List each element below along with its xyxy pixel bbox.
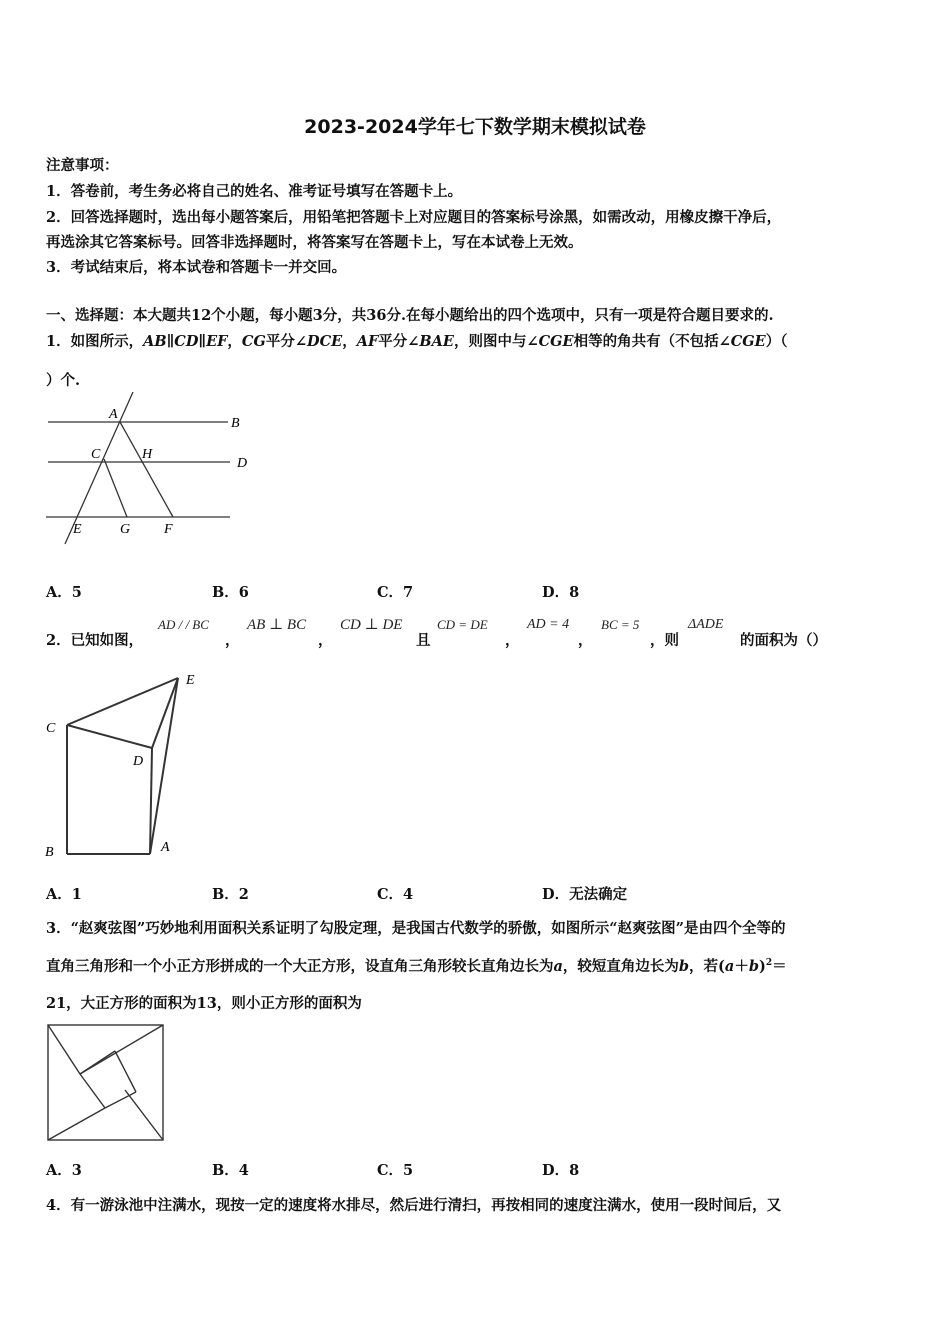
question-3-text: 3．“赵爽弦图”巧妙地利用面积关系证明了勾股定理，是我国古代数学的骄傲，如图所示“赵爽弦图”是由四个全等的 (46, 920, 786, 937)
option: A．3 (46, 1162, 82, 1179)
option: B．2 (212, 886, 249, 903)
zhao-shuang-figure (46, 1023, 166, 1143)
label-E: E (73, 522, 82, 537)
math-ad-eq-4: AD = 4 (527, 617, 570, 632)
label-B: B (45, 845, 54, 860)
math-ab-perp-bc: AB ⊥ BC (247, 617, 307, 633)
option: D．8 (542, 1162, 580, 1179)
question-1-text-cont: ）个. (46, 372, 81, 389)
then-word: ，则 (650, 632, 679, 649)
option: D．8 (542, 584, 580, 601)
math-triangle-ade: ΔADE (688, 617, 724, 632)
notice-item: 3．考试结束后，将本试卷和答题卡一并交回。 (46, 259, 347, 276)
option: B．6 (212, 584, 249, 601)
comma: ， (225, 632, 240, 649)
question-4-text: 4．有一游泳池中注满水，现按一定的速度将水排尽，然后进行清扫，再按相同的速度注满水，使用一段时间后，又 (46, 1197, 782, 1214)
label-A: A (109, 407, 118, 422)
option: C．4 (377, 886, 414, 903)
math-cd-perp-de: CD ⊥ DE (340, 617, 403, 633)
notice-heading: 注意事项： (46, 157, 119, 174)
option: A．1 (46, 886, 82, 903)
label-E: E (186, 673, 195, 688)
notice-item: 再选涂其它答案标号。回答非选择题时，将答案写在答题卡上，写在本试卷上无效。 (46, 234, 583, 251)
comma: ， (505, 632, 520, 649)
and-word: 且 (416, 632, 431, 649)
comma: ， (578, 632, 593, 649)
question-3-text-cont: 直角三角形和一个小正方形拼成的一个大正方形，设直角三角形较长直角边长为a，较短直角边长为b，若$(a+b)^2=$ (46, 958, 787, 975)
option: D．无法确定 (542, 886, 628, 903)
label-F: F (164, 522, 173, 537)
question-1-text: 1．如图所示，AB∥CD∥EF，CG平分∠DCE，AF平分∠BAE，则图中与∠CGE相等的角共有（不包括∠CGE）（ (46, 333, 788, 350)
option: C．7 (377, 584, 414, 601)
label-D: D (133, 754, 144, 769)
label-C: C (46, 721, 56, 736)
math-ad-parallel-bc: AD / / BC (158, 617, 209, 632)
label-D: D (237, 456, 248, 471)
question-1-figure (40, 392, 270, 547)
math-cd-eq-de: CD = DE (437, 617, 488, 632)
question-2-suffix: 的面积为（） (740, 632, 827, 649)
question-2-prefix: 2．已知如图， (46, 632, 144, 649)
notice-item: 2．回答选择题时，选出每小题答案后，用铅笔把答题卡上对应题目的答案标号涂黑，如需改动，用橡皮擦干净后， (46, 209, 782, 226)
label-H: H (142, 447, 153, 462)
comma: ， (318, 632, 333, 649)
label-C: C (91, 447, 101, 462)
question-3-text-cont: 21，大正方形的面积为13，则小正方形的面积为 (46, 995, 362, 1012)
notice-item: 1．答卷前，考生务必将自己的姓名、准考证号填写在答题卡上。 (46, 183, 463, 200)
math-bc-eq-5: BC = 5 (601, 617, 640, 632)
label-G: G (120, 522, 131, 537)
question-2-figure (40, 668, 210, 863)
label-A: A (161, 840, 170, 855)
option: A．5 (46, 584, 82, 601)
option: C．5 (377, 1162, 414, 1179)
page-title: 2023-2024学年七下数学期末模拟试卷 (304, 116, 646, 138)
label-B: B (231, 416, 240, 431)
option: B．4 (212, 1162, 249, 1179)
section-heading: 一、选择题：本大题共12个小题，每小题3分，共36分.在每小题给出的四个选项中，只有一项是符合题目要求的. (46, 307, 774, 324)
